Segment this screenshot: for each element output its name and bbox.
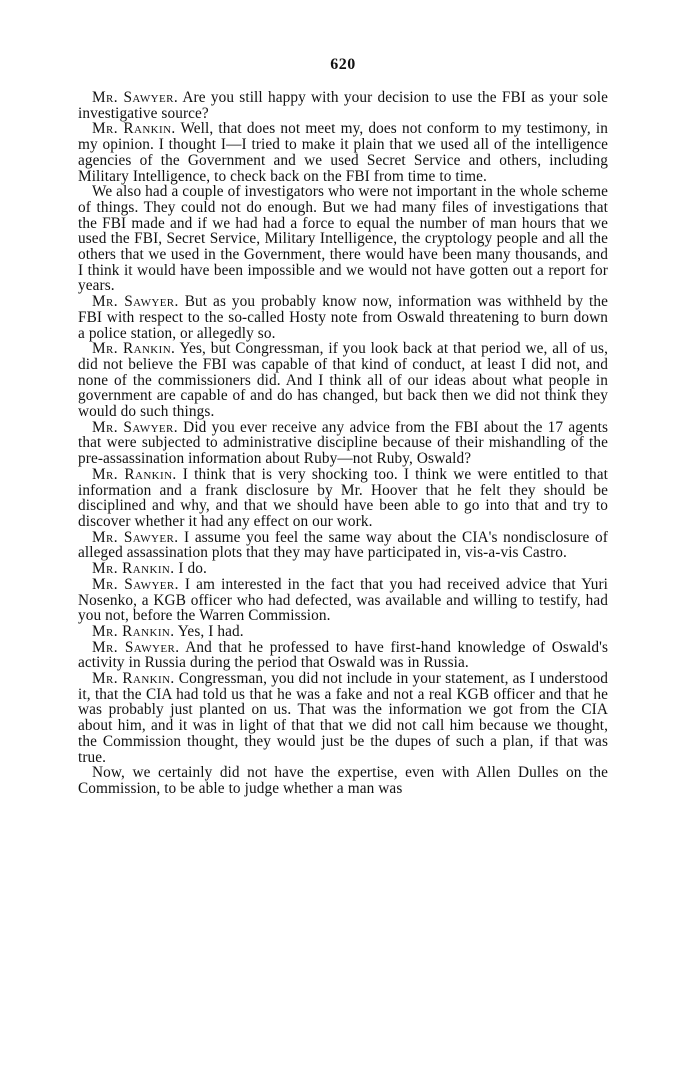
paragraph-1 [78, 90, 608, 121]
paragraph-text: Did you ever receive any advice from the FBI about the 17 agents that were subjected to administrative discipline because of their mishandling of the pre-assassination information about Ruby—not Ruby, Oswald? [78, 418, 609, 468]
paragraph-text: Yes, but Congressman, if you look back at that period we, all of us, did not believe the FBI was capable of that kind of conduct, at least I did not, and none of the commissioners did. And I think all of our ideas about what people in government are capable of and do has changed, but back then we did not think they would do such things. [78, 340, 608, 421]
speaker-label: Mr. Sawyer. [92, 575, 179, 593]
paragraph-text: Are you still happy with your decision to use the FBI as your sole investigative source? [78, 89, 608, 122]
speaker-label: Mr. Rankin. [92, 465, 177, 483]
speaker-label: Mr. Rankin. [92, 670, 175, 688]
paragraph-9 [78, 561, 608, 577]
speaker-label: Mr. Sawyer. [92, 418, 179, 436]
paragraph-12 [78, 640, 608, 671]
page-number: 620 [330, 56, 356, 73]
paragraph-text: I assume you feel the same way about the CIA's nondisclosure of alleged assassination plots that they may have participated in, vis-a-vis Castro. [78, 528, 608, 562]
paragraph-text: Congressman, you did not include in your statement, as I understood it, that the CIA had told us that he was a fake and not a real KGB officer and that he was probably just planted on us. That was the information we got from the CIA about him, and it was in light of that that we did not call him because we thought, the Commission thought, they would just be the dupes of such a plan, if that was true. [78, 670, 608, 766]
paragraph-6 [78, 420, 608, 467]
paragraph-8 [78, 530, 608, 561]
speaker-label: Mr. Rankin. [92, 340, 176, 358]
speaker-label: Mr. Sawyer. [92, 89, 179, 106]
paragraph-5 [78, 341, 608, 420]
document-page [78, 56, 608, 797]
paragraph-text: But as you probably know now, information was withheld by the FBI with respect to the so-called Hosty note from Oswald threatening to burn down a police station, or allegedly so. [78, 293, 609, 342]
paragraph-11 [78, 624, 608, 640]
paragraph-7 [78, 467, 608, 530]
speaker-label: Mr. Sawyer. [92, 293, 179, 311]
speaker-label: Mr. Rankin. [92, 120, 176, 138]
paragraph-text: I think that is very shocking too. I think we were entitled to that information and a frank disclosure by Mr. Hoover that he felt they should be disciplined and why, and that we should have been able to go into that and try to discover whether it had any effect on our work. [78, 465, 608, 530]
speaker-label: Mr. Sawyer. [92, 638, 180, 656]
paragraph-14 [78, 765, 608, 796]
paragraph-3 [78, 184, 608, 294]
paragraph-text: Well, that does not meet my, does not conform to my testimony, in my opinion. I thought I—I tried to make it plain that we used all of the intelligence agencies of the Government and we used Secret Service and others, including Military Intelligence, to check back on the FBI from time to time. [78, 120, 608, 185]
paragraph-text: I do. [174, 560, 207, 578]
paragraph-13 [78, 671, 608, 765]
paragraph-text: And that he professed to have first-hand knowledge of Oswald's activity in Russia during the period that Oswald was in Russia. [78, 638, 608, 672]
paragraph-text: Yes, I had. [174, 622, 244, 640]
paragraph-10 [78, 577, 608, 624]
paragraph-text: I am interested in the fact that you had received advice that Yuri Nosenko, a KGB officer who had defected, was available and willing to testify, had you not, before the Warren Commission. [78, 575, 608, 625]
paragraph-2 [78, 121, 608, 184]
speaker-label: Mr. Rankin. [92, 622, 175, 640]
speaker-label: Mr. Rankin. [92, 560, 175, 578]
paragraph-4 [78, 294, 608, 341]
paragraph-text: Now, we certainly did not have the expertise, even with Allen Dulles on the Commission, to be able to judge whether a man was [78, 764, 608, 797]
paragraph-text: We also had a couple of investigators who were not important in the whole scheme of things. They could not do enough. But we had many files of investigations that the FBI made and if we had had a force to equal the number of man hours that we used the FBI, Secret Service, Military Intelligence, the cryptology people and all the others that we used in the Government, there would have been many thousands, and I think it would have been impossible and we would not have gotten out a report for years. [78, 183, 608, 295]
speaker-label: Mr. Sawyer. [92, 528, 179, 546]
